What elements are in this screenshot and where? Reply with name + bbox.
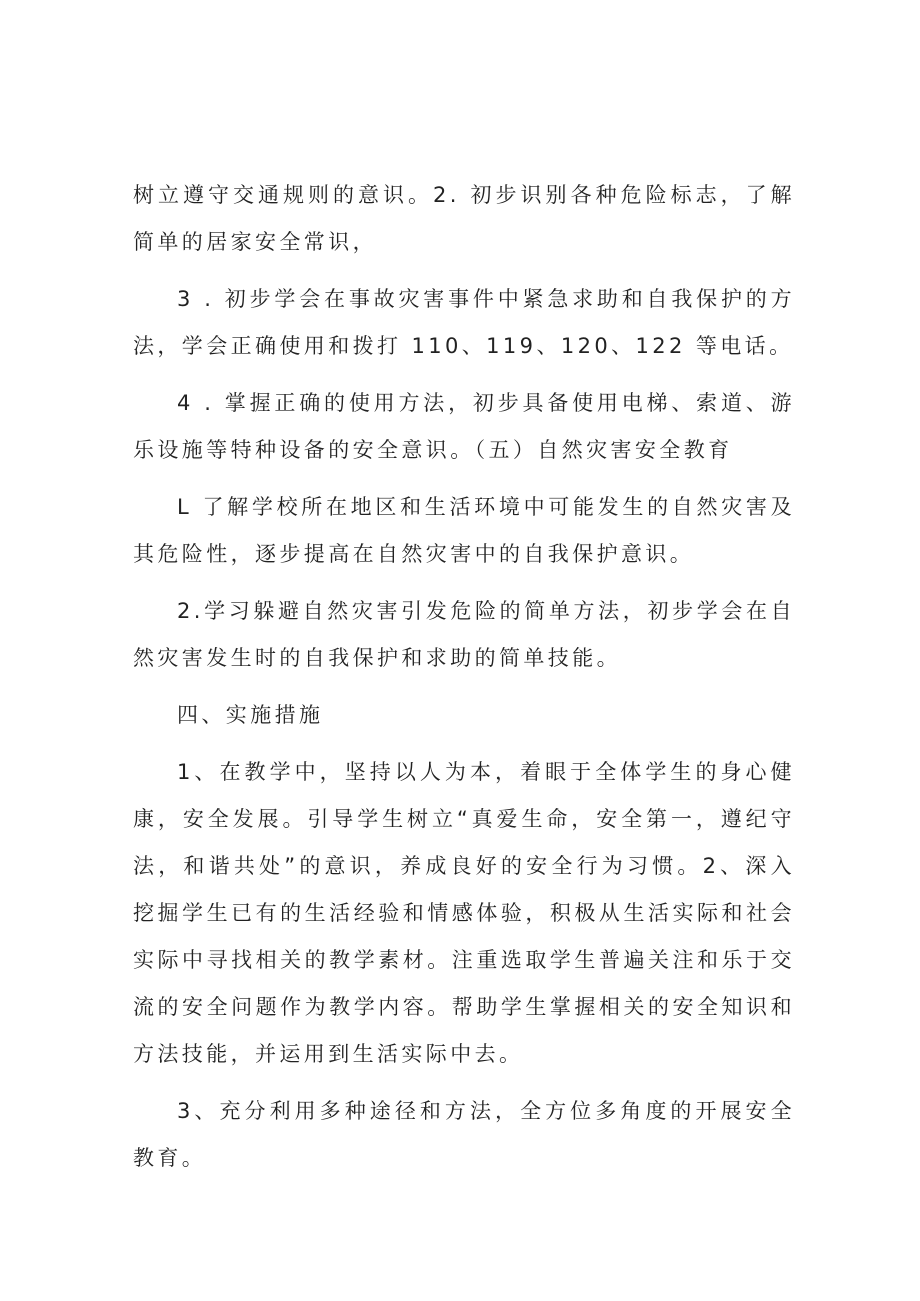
paragraph-natural-disaster-awareness: L 了解学校所在地区和生活环境中可能发生的自然灾害及其危险性，逐步提高在自然灾害中的自我保护意识。 — [133, 495, 795, 566]
paragraph-multiple-methods: 3、充分利用多种途径和方法，全方位多角度的开展安全教育。 — [133, 1099, 795, 1170]
document-page — [133, 172, 795, 1192]
section-heading-implementation-measures: 四、实施措施 — [177, 703, 324, 727]
paragraph-avoid-disaster-danger: 2.学习躲避自然灾害引发危险的简单方法，初步学会在自然灾害发生时的自我保护和求助的简单技能。 — [133, 599, 795, 670]
paragraph-special-equipment: 4 . 掌握正确的使用方法，初步具备使用电梯、索道、游乐设施等特种设备的安全意识。（五）自然灾害安全教育 — [133, 391, 795, 462]
paragraph-teaching-approach: 1、在教学中，坚持以人为本，着眼于全体学生的身心健康，安全发展。引导学生树立“真爱生命，安全第一，遵纪守法，和谐共处”的意识，养成良好的安全行为习惯。2、深入挖掘学生已有的生活经验和情感体验，积极从生活实际和社会实际中寻找相关的教学素材。注重选取学生普遍关注和乐于交流的安全问题作为教学内容。帮助学生掌握相关的安全知识和方法技能，并运用到生活实际中去。 — [133, 760, 795, 1066]
paragraph-traffic-rules-continued: 树立遵守交通规则的意识。2. 初步识别各种危险标志，了解简单的居家安全常识， — [133, 183, 795, 254]
paragraph-emergency-help: 3 . 初步学会在事故灾害事件中紧急求助和自我保护的方法，学会正确使用和拨打 110、119、120、122 等电话。 — [133, 287, 795, 358]
